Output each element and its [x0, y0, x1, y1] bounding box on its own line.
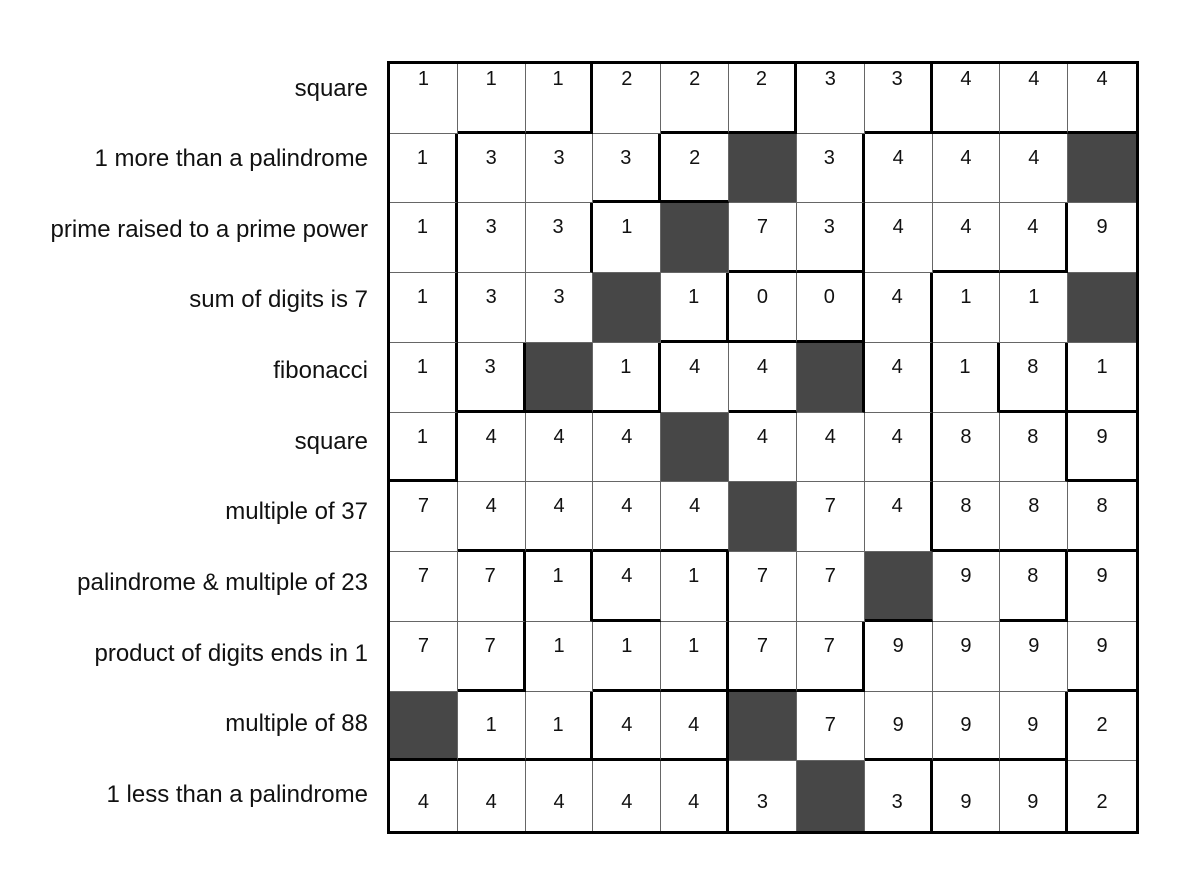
grid-cell[interactable]: [1000, 761, 1068, 831]
blocked-cell[interactable]: [865, 552, 933, 622]
grid-cell[interactable]: [526, 622, 594, 692]
grid-cell[interactable]: [933, 273, 1001, 343]
grid-cell[interactable]: [933, 761, 1001, 831]
cell-digit: 3: [823, 216, 835, 239]
grid-cell[interactable]: [1000, 482, 1068, 552]
blocked-cell[interactable]: [661, 413, 729, 483]
clue-row-8: palindrome & multiple of 23: [77, 569, 368, 596]
cell-digit: 4: [1096, 68, 1108, 90]
grid-cell[interactable]: [661, 134, 729, 204]
puzzle-grid: [387, 61, 1139, 834]
grid-cell[interactable]: [661, 761, 729, 831]
grid-cell[interactable]: [1068, 482, 1136, 552]
cell-digit: 2: [755, 68, 768, 90]
grid-cell[interactable]: [526, 692, 594, 762]
cell-digit: 1: [552, 713, 564, 736]
clue-row-1: square: [294, 75, 368, 102]
grid-cell[interactable]: [526, 552, 594, 622]
grid-cell[interactable]: [458, 343, 526, 413]
grid-cell[interactable]: [1068, 552, 1136, 622]
clue-row-5: fibonacci: [273, 357, 368, 384]
grid-cell[interactable]: [933, 64, 1001, 134]
grid-cell[interactable]: [390, 134, 458, 204]
cell-digit: 3: [620, 146, 632, 169]
grid-cell[interactable]: [593, 482, 661, 552]
cell-digit: 3: [824, 68, 836, 90]
cell-digit: 4: [553, 495, 565, 518]
cell-digit: 8: [960, 495, 972, 518]
cell-digit: 4: [891, 495, 903, 518]
grid-cell[interactable]: [593, 343, 661, 413]
grid-cell[interactable]: [390, 64, 458, 134]
grid-cell[interactable]: [865, 273, 933, 343]
clue-row-4: sum of digits is 7: [189, 286, 368, 313]
grid-cell[interactable]: [390, 622, 458, 692]
grid-cell[interactable]: [865, 692, 933, 762]
grid-cell[interactable]: [458, 761, 526, 831]
grid-cell[interactable]: [933, 622, 1001, 692]
grid-cell[interactable]: [797, 413, 865, 483]
grid-cell[interactable]: [661, 273, 729, 343]
cell-digit: 7: [756, 216, 769, 239]
grid-cell[interactable]: [1000, 622, 1068, 692]
cell-digit: 7: [824, 713, 836, 736]
grid-cell[interactable]: [526, 482, 594, 552]
cell-digit: 9: [1027, 713, 1039, 736]
grid-cell[interactable]: [458, 482, 526, 552]
clue-row-11: 1 less than a palindrome: [106, 781, 368, 808]
cell-digit: 4: [689, 355, 701, 378]
grid-cell[interactable]: [458, 413, 526, 483]
blocked-cell[interactable]: [661, 203, 729, 273]
cell-digit: 7: [824, 565, 836, 588]
grid-cell[interactable]: [458, 692, 526, 762]
grid-cell[interactable]: [933, 482, 1001, 552]
cell-digit: 1: [1028, 286, 1040, 309]
blocked-cell[interactable]: [797, 343, 865, 413]
cell-digit: 4: [756, 355, 769, 378]
cell-digit: 7: [756, 565, 769, 588]
grid-cell[interactable]: [729, 273, 797, 343]
grid-cell[interactable]: [593, 413, 661, 483]
grid-cell[interactable]: [593, 692, 661, 762]
cell-digit: 1: [552, 68, 564, 90]
cell-digit: 7: [417, 565, 429, 588]
cell-digit: 1: [688, 634, 700, 657]
grid-cell[interactable]: [526, 134, 594, 204]
grid-cell[interactable]: [865, 622, 933, 692]
grid-cell[interactable]: [661, 622, 729, 692]
cell-digit: 2: [621, 68, 633, 90]
grid-cell[interactable]: [1068, 761, 1136, 831]
grid-cell[interactable]: [729, 761, 797, 831]
grid-cell[interactable]: [797, 134, 865, 204]
clue-row-9: product of digits ends in 1: [94, 640, 368, 667]
cell-digit: 8: [1027, 565, 1039, 588]
grid-cell[interactable]: [797, 692, 865, 762]
grid-cell[interactable]: [593, 622, 661, 692]
cell-digit: 1: [688, 286, 700, 309]
blocked-cell[interactable]: [797, 761, 865, 831]
grid-cell[interactable]: [526, 203, 594, 273]
grid-cell[interactable]: [1068, 64, 1136, 134]
grid-cell[interactable]: [1068, 622, 1136, 692]
cell-digit: 8: [960, 425, 972, 448]
clue-row-7: multiple of 37: [225, 498, 368, 525]
cell-digit: 4: [891, 355, 903, 378]
cell-digit: 4: [621, 713, 633, 736]
grid-cell[interactable]: [797, 622, 865, 692]
cell-digit: 1: [416, 146, 428, 169]
grid-cell[interactable]: [1000, 343, 1068, 413]
cell-digit: 3: [553, 286, 565, 309]
cell-digit: 4: [485, 791, 497, 814]
grid-cell[interactable]: [526, 413, 594, 483]
cell-digit: 9: [1028, 634, 1040, 657]
cell-digit: 1: [417, 68, 429, 90]
blocked-cell[interactable]: [390, 692, 458, 762]
grid-cell[interactable]: [390, 552, 458, 622]
clue-row-10: multiple of 88: [225, 710, 368, 737]
grid-cell[interactable]: [1068, 692, 1136, 762]
blocked-cell[interactable]: [526, 343, 594, 413]
grid-cell[interactable]: [1000, 134, 1068, 204]
grid-cell[interactable]: [458, 622, 526, 692]
grid-cell[interactable]: [661, 343, 729, 413]
cell-digit: 4: [756, 425, 769, 448]
cell-digit: 9: [960, 713, 972, 736]
grid-cell[interactable]: [933, 134, 1001, 204]
cell-digit: 3: [823, 146, 835, 169]
grid-cell[interactable]: [458, 203, 526, 273]
grid-cell[interactable]: [661, 482, 729, 552]
grid-cell[interactable]: [1000, 692, 1068, 762]
grid-cell[interactable]: [1000, 273, 1068, 343]
grid-cell[interactable]: [661, 552, 729, 622]
grid-cell[interactable]: [390, 343, 458, 413]
cell-digit: 7: [417, 634, 429, 657]
cell-digit: 9: [960, 634, 972, 657]
cell-digit: 4: [688, 713, 700, 736]
grid-cell[interactable]: [526, 64, 594, 134]
cell-digit: 9: [892, 713, 904, 736]
grid-cell[interactable]: [933, 203, 1001, 273]
cell-digit: 1: [1096, 355, 1108, 378]
cell-digit: 7: [484, 634, 496, 657]
grid-cell[interactable]: [865, 413, 933, 483]
cell-digit: 3: [485, 146, 497, 169]
cell-digit: 4: [960, 216, 972, 239]
cell-digit: 4: [1028, 146, 1040, 169]
grid-cell[interactable]: [593, 203, 661, 273]
cell-digit: 4: [621, 495, 633, 518]
grid-cell[interactable]: [729, 64, 797, 134]
clue-row-2: 1 more than a palindrome: [94, 145, 368, 172]
grid-cell[interactable]: [933, 413, 1001, 483]
clue-row-3: prime raised to a prime power: [50, 216, 368, 243]
grid-cell[interactable]: [1000, 64, 1068, 134]
cell-digit: 4: [891, 425, 903, 448]
cell-digit: 9: [1096, 216, 1108, 239]
cell-digit: 3: [553, 146, 565, 169]
cell-digit: 3: [552, 216, 564, 239]
grid-cell[interactable]: [390, 203, 458, 273]
cell-digit: 9: [1096, 565, 1108, 588]
blocked-cell[interactable]: [729, 482, 797, 552]
grid-cell[interactable]: [729, 203, 797, 273]
cell-digit: 4: [417, 791, 429, 814]
grid-cell[interactable]: [661, 692, 729, 762]
cell-digit: 4: [485, 495, 497, 518]
cell-digit: 4: [1028, 68, 1040, 90]
cell-digit: 7: [824, 495, 836, 518]
grid-cell[interactable]: [458, 273, 526, 343]
grid-cell[interactable]: [1068, 203, 1136, 273]
blocked-cell[interactable]: [593, 273, 661, 343]
cell-digit: 3: [891, 68, 903, 90]
cell-digit: 0: [823, 286, 835, 309]
cell-digit: 4: [892, 216, 904, 239]
cell-digit: 1: [621, 634, 633, 657]
grid-cell[interactable]: [865, 64, 933, 134]
grid-cell[interactable]: [1068, 343, 1136, 413]
grid-cell[interactable]: [593, 64, 661, 134]
cell-digit: 1: [416, 425, 428, 448]
cell-digit: 2: [689, 146, 701, 169]
grid-cell[interactable]: [1000, 413, 1068, 483]
cell-digit: 4: [553, 425, 565, 448]
cell-digit: 1: [620, 355, 632, 378]
cell-digit: 1: [688, 565, 700, 588]
grid-cell[interactable]: [865, 203, 933, 273]
grid-cell[interactable]: [797, 203, 865, 273]
cell-digit: 0: [756, 286, 769, 309]
grid-cell[interactable]: [458, 552, 526, 622]
grid-cell[interactable]: [933, 552, 1001, 622]
cell-digit: 1: [416, 286, 428, 309]
grid-cell[interactable]: [390, 761, 458, 831]
cell-digit: 3: [891, 791, 903, 814]
cell-digit: 4: [553, 791, 565, 814]
cell-digit: 4: [960, 68, 972, 90]
grid-cell[interactable]: [458, 64, 526, 134]
cell-digit: 1: [960, 286, 972, 309]
cell-digit: 2: [689, 68, 701, 90]
cell-digit: 4: [621, 565, 633, 588]
cell-digit: 7: [756, 634, 769, 657]
cell-digit: 2: [1096, 713, 1108, 736]
grid-cell[interactable]: [797, 552, 865, 622]
cell-digit: 4: [485, 425, 497, 448]
cell-digit: 1: [416, 216, 428, 239]
cell-digit: 3: [485, 216, 497, 239]
grid-cell[interactable]: [865, 482, 933, 552]
grid-cell[interactable]: [729, 622, 797, 692]
cell-digit: 7: [823, 634, 835, 657]
grid-cell[interactable]: [729, 343, 797, 413]
grid-cell[interactable]: [526, 761, 594, 831]
cell-digit: 4: [824, 425, 836, 448]
grid-cell[interactable]: [593, 134, 661, 204]
cell-digit: 1: [416, 355, 428, 378]
blocked-cell[interactable]: [1068, 134, 1136, 204]
cell-digit: 9: [1027, 791, 1039, 814]
grid-cell[interactable]: [797, 64, 865, 134]
grid-cell[interactable]: [390, 273, 458, 343]
cell-digit: 2: [1096, 791, 1108, 814]
cell-digit: 9: [892, 634, 904, 657]
cell-digit: 9: [1096, 425, 1108, 448]
cell-digit: 7: [417, 495, 429, 518]
grid-cell[interactable]: [933, 692, 1001, 762]
cell-digit: 1: [621, 216, 633, 239]
cell-digit: 3: [756, 791, 769, 814]
grid-cell[interactable]: [729, 552, 797, 622]
grid-cell[interactable]: [1000, 552, 1068, 622]
cell-digit: 9: [960, 791, 972, 814]
cell-digit: 4: [1027, 216, 1039, 239]
cell-digit: 1: [553, 634, 565, 657]
grid-cell[interactable]: [593, 761, 661, 831]
blocked-cell[interactable]: [729, 692, 797, 762]
grid-cell[interactable]: [797, 482, 865, 552]
grid-cell[interactable]: [526, 273, 594, 343]
grid-cell[interactable]: [865, 134, 933, 204]
cell-digit: 8: [1027, 355, 1039, 378]
cell-digit: 4: [960, 146, 972, 169]
cell-digit: 4: [688, 791, 700, 814]
cell-digit: 1: [959, 355, 971, 378]
cell-digit: 8: [1027, 425, 1039, 448]
cell-digit: 7: [484, 565, 496, 588]
grid-cell[interactable]: [390, 482, 458, 552]
grid-cell[interactable]: [729, 413, 797, 483]
cell-digit: 9: [1096, 634, 1108, 657]
cell-digit: 9: [960, 565, 972, 588]
blocked-cell[interactable]: [1068, 273, 1136, 343]
grid-cell[interactable]: [865, 761, 933, 831]
cell-digit: 8: [1028, 495, 1040, 518]
grid-cell[interactable]: [593, 552, 661, 622]
cell-digit: 4: [892, 146, 904, 169]
grid-cell[interactable]: [458, 134, 526, 204]
cell-digit: 4: [621, 425, 633, 448]
cell-digit: 4: [891, 286, 903, 309]
grid-cell[interactable]: [1068, 413, 1136, 483]
grid-cell[interactable]: [661, 64, 729, 134]
cell-digit: 4: [621, 791, 633, 814]
grid-cell[interactable]: [865, 343, 933, 413]
blocked-cell[interactable]: [729, 134, 797, 204]
cell-digit: 8: [1096, 495, 1108, 518]
cell-digit: 3: [485, 286, 497, 309]
cell-digit: 4: [689, 495, 701, 518]
grid-cell[interactable]: [797, 273, 865, 343]
cell-digit: 3: [484, 355, 496, 378]
clue-row-6: square: [294, 428, 368, 455]
cell-digit: 1: [485, 68, 497, 90]
cell-digit: 1: [552, 565, 564, 588]
cell-digit: 1: [485, 713, 497, 736]
grid-cell[interactable]: [390, 413, 458, 483]
grid-cell[interactable]: [1000, 203, 1068, 273]
grid-cell[interactable]: [933, 343, 1001, 413]
